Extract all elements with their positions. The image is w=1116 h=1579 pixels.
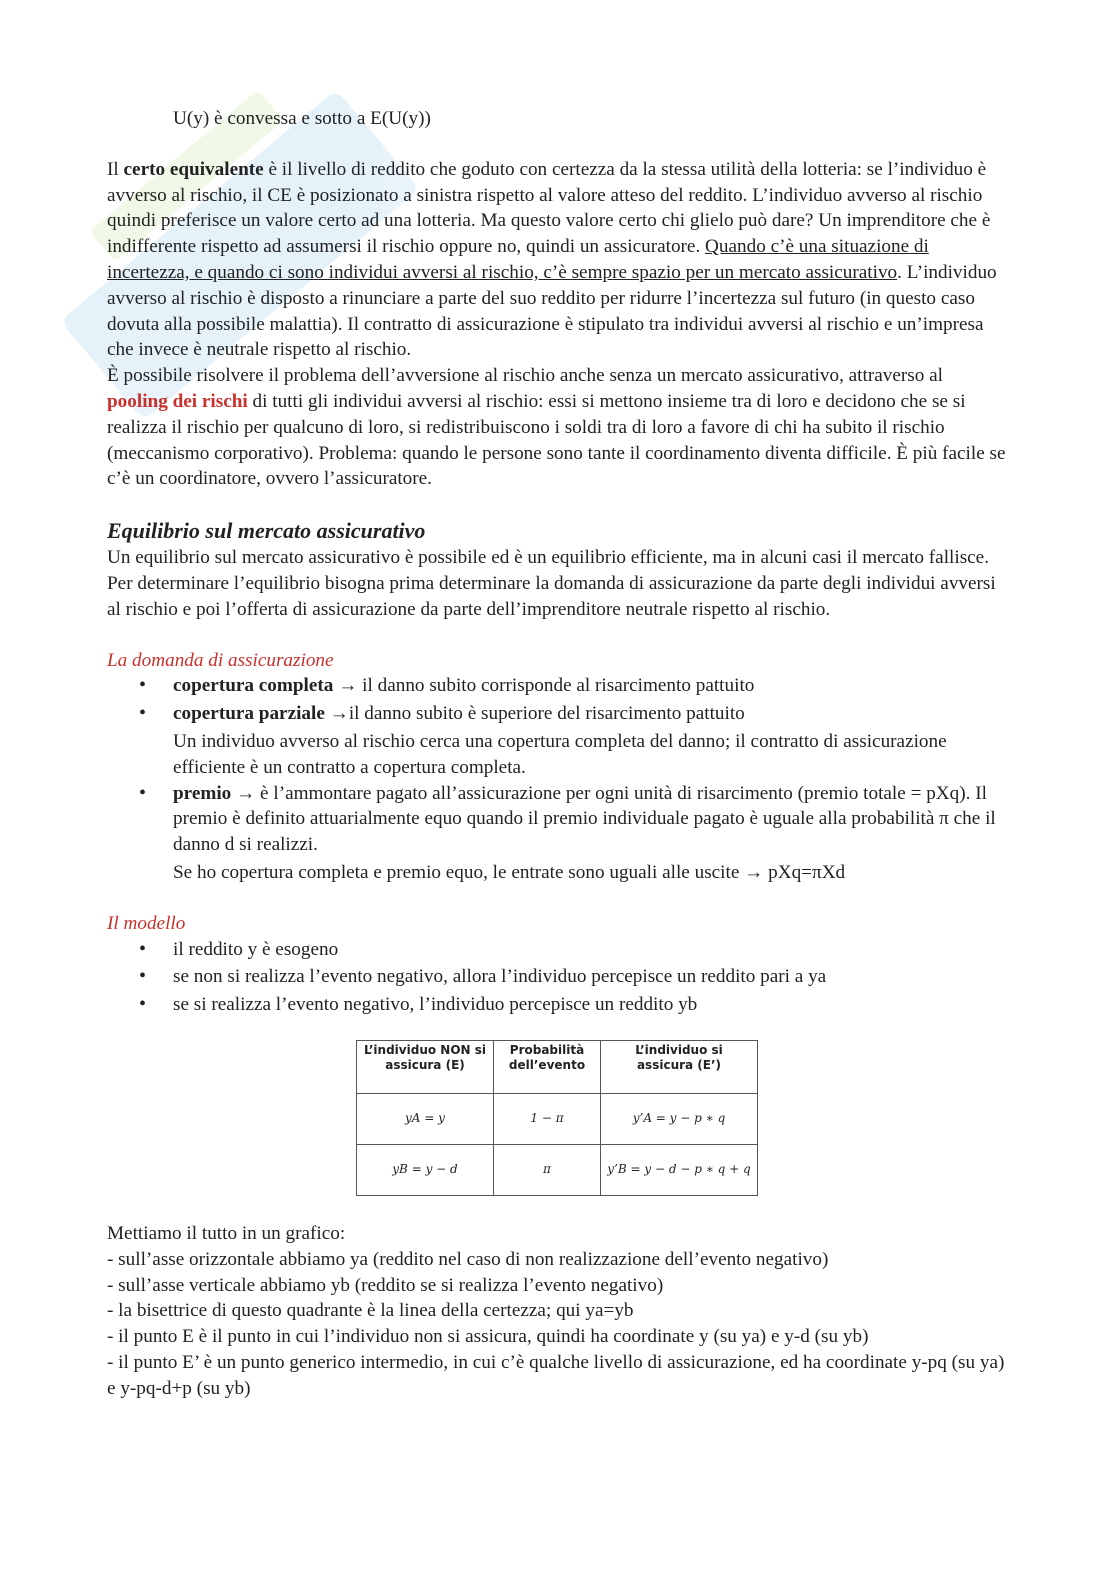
table-row <box>357 1093 758 1144</box>
text-span: . L’individuo avverso al rischio è disposto a rinunciare a parte del suo reddito per ridurre l’incertezza sul futuro (in questo caso dovuta alla possibile malattia). Il contratto di assicurazione è stipulato tra individui avversi al rischio e un’impresa che invece è neutrale rispetto al rischio. <box>107 261 997 361</box>
graph-line: - la bisettrice di questo quadrante è la linea della certezza; qui ya=yb <box>107 1300 634 1322</box>
text-span: → è l’ammontare pagato all’assicurazione per ogni unità di risarcimento (premio totale = pXq). Il premio è definito attuarialmente equo quando il premio individuale pagato è uguale alla probabilità π che il danno d si realizzi. <box>173 782 996 856</box>
utility-line: U(y) è convessa e sotto a E(U(y)) <box>173 108 431 129</box>
list-item <box>107 701 1007 727</box>
list-item <box>107 673 1007 699</box>
table-cell: 1 − π <box>494 1093 601 1144</box>
text-span: Il <box>107 158 124 180</box>
term-pooling-dei-rischi: pooling dei rischi <box>107 390 248 412</box>
text-span: di tutti gli individui avversi al rischio: essi si mettono insieme tra di loro e decidono che se si realizza il rischio per qualcuno di loro, si redistribuiscono i soldi tra di loro a favore di chi ha subito il rischio (meccanismo corporativo). Problema: quando le persone sono tante il coordinamento diventa difficile. È più facile se c’è un coordinatore, ovvero l’assicuratore. <box>107 390 1006 490</box>
table-header: L’individuo si assicura (E’) <box>601 1040 758 1093</box>
text-span: È possibile risolvere il problema dell’avversione al rischio anche senza un mercato assicurativo, attraverso al <box>107 365 943 387</box>
list-item: • il reddito y è esogeno <box>107 937 1007 963</box>
list-item: • se non si realizza l’evento negativo, allora l’individuo percepisce un reddito pari a ya <box>107 964 1007 990</box>
table-cell: yB = y − d <box>357 1144 494 1195</box>
model-list <box>107 937 1007 1018</box>
underlined-sentence: Quando c’è una situazione di incertezza, e quando ci sono individui avversi al rischio, c’è sempre spazio per un mercato assicurativo <box>107 236 929 283</box>
graph-line: - il punto E’ è un punto generico intermedio, in cui c’è qualche livello di assicurazione, ed ha coordinate y-pq (su ya) e y-pq-d+p (su yb) <box>107 1351 1005 1399</box>
certainty-equivalent-paragraph <box>107 157 1007 363</box>
table-header-row <box>357 1040 758 1093</box>
section-heading-equilibrio: Equilibrio sul mercato assicurativo <box>107 518 426 544</box>
table-cell: π <box>494 1144 601 1195</box>
demand-list <box>107 673 1007 727</box>
table-header: Probabilità dell’evento <box>494 1040 601 1093</box>
term-certo-equivalente: certo equivalente <box>123 158 264 180</box>
income-table <box>356 1040 758 1196</box>
term-copertura-completa: copertura completa <box>173 675 334 697</box>
graph-intro: Mettiamo il tutto in un grafico: <box>107 1222 346 1244</box>
table-row <box>357 1144 758 1195</box>
document-page <box>107 106 1007 1401</box>
premium-list <box>107 781 1007 858</box>
list-item <box>107 781 1007 858</box>
text-span: è il livello di reddito che goduto con certezza da la stessa utilità della lotteria: se l’individuo è avverso al rischio, il CE è posizionato a sinistra rispetto al valore atteso del reddito. L’individuo avverso al rischio quindi preferisce un valore certo ad una lotteria. Ma questo valore certo chi glielo può dare? Un imprenditore che è indifferente rispetto ad assumersi il rischio oppure no, quindi un assicuratore. <box>107 158 991 258</box>
table-cell: y’B = y − d − p ∗ q + q <box>601 1144 758 1195</box>
equilibrium-paragraph: Un equilibrio sul mercato assicurativo è possibile ed è un equilibrio efficiente, ma in alcuni casi il mercato fallisce. Per determinare l’equilibrio bisogna prima determinare la domanda di assicurazione da parte degli individui avversi al rischio e poi l’offerta di assicurazione da parte dell’imprenditore neutrale rispetto al rischio. <box>107 547 996 620</box>
table-cell: y’A = y − p ∗ q <box>601 1093 758 1144</box>
demand-note: Un individuo avverso al rischio cerca una copertura completa del danno; il contratto di assicurazione efficiente è un contratto a copertura completa. <box>173 730 947 778</box>
text-span: → il danno subito corrisponde al risarcimento pattuito <box>333 675 755 697</box>
graph-line: - sull’asse orizzontale abbiamo ya (reddito nel caso di non realizzazione dell’evento negativo) <box>107 1248 829 1270</box>
graph-line: - il punto E è il punto in cui l’individuo non si assicura, quindi ha coordinate y (su ya) e y-d (su yb) <box>107 1326 869 1348</box>
text-span: →il danno subito è superiore del risarcimento pattuito <box>324 703 745 725</box>
subheading-domanda: La domanda di assicurazione <box>107 649 334 671</box>
list-item: • se si realizza l’evento negativo, l’individuo percepisce un reddito yb <box>107 992 1007 1018</box>
table-cell: yA = y <box>357 1093 494 1144</box>
term-premio: premio <box>173 782 232 804</box>
table-header: L’individuo NON si assicura (E) <box>357 1040 494 1093</box>
pooling-paragraph <box>107 363 1007 492</box>
term-copertura-parziale: copertura parziale <box>173 703 325 725</box>
premium-note: Se ho copertura completa e premio equo, le entrate sono uguali alle uscite → pXq=πXd <box>173 861 846 883</box>
subheading-modello: Il modello <box>107 912 186 934</box>
graph-line: - sull’asse verticale abbiamo yb (reddito se si realizza l’evento negativo) <box>107 1274 664 1296</box>
